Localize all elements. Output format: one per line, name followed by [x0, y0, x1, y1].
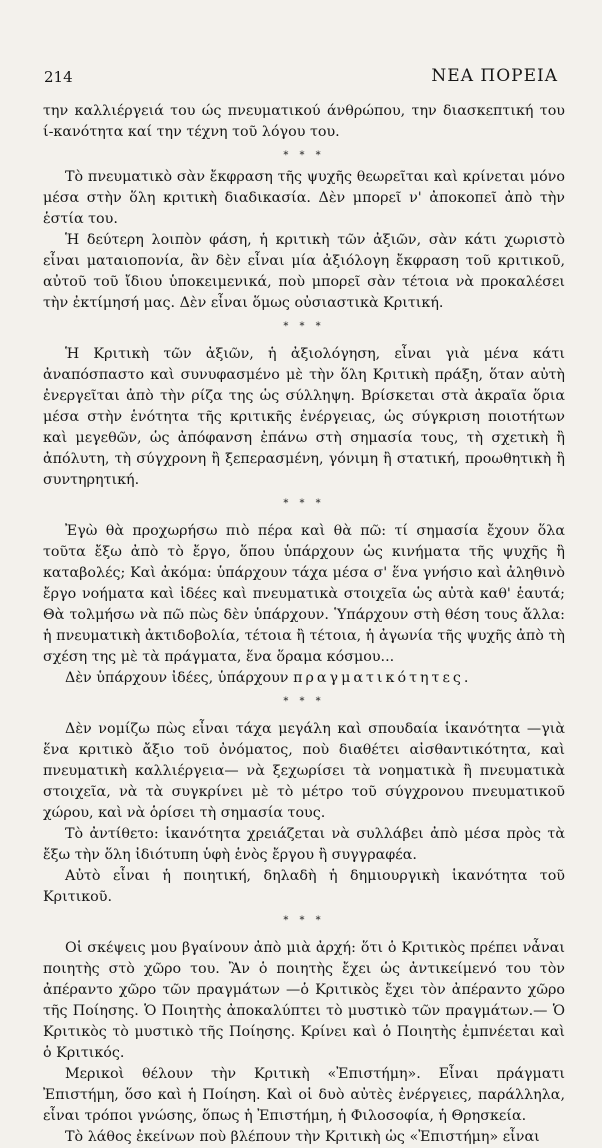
paragraph: την καλλιέργειά του ώς πνευματικού άνθρώπου, την διασκεπτική του ί-κανότητα καί την τέχνη τοῦ λόγου του. — [43, 103, 565, 140]
paragraph: Δὲν νομίζω πὼς εἶναι τάχα μεγάλη καὶ σπουδαία ἱκανότητα —γιὰ ἕνα κριτικὸ ἄξιο τοῦ ὀνόματος, ποὺ διαθέτει αἰσθαντικότητα, καὶ πνευματικὴ καλλιέργεια— νὰ ξεχωρίσει τὰ νοηματικὰ ἢ πνευματικὰ στοιχεῖα, νὰ τὰ συγκρίνει μὲ τὸ μέτρο τοῦ σύγχρονου πνευματικοῦ χώρου, καὶ νὰ ὁρίσει τὴ σημασία τους. — [43, 721, 565, 821]
page-number: 214 — [44, 68, 73, 86]
paragraph: Οἱ σκέψεις μου βγαίνουν ἀπὸ μιὰ ἀρχή: ὅτι ὁ Κριτικὸς πρέπει νἆναι ποιητὴς στὸ χῶρο του. Ἂν ὁ ποιητὴς ἔχει ὡς ἀντικείμενό του τὸν ἀπέραντο χῶρο τῶν πραγμάτων —ὁ Κριτικὸς ἔχει τὸν ἀπέραντο χῶρο τῆς Ποίησης. Ὁ Ποιητὴς ἀποκαλύπτει τὸ μυστικὸ τῶν πραγμάτων.— Ὁ Κριτικὸς τὸ μυστικὸ τῆς Ποίησης. Κρίνει καὶ ὁ Ποιητὴς ἐμπνέεται καὶ ὁ Κριτικός. — [43, 940, 565, 1061]
paragraph-text: Δὲν ὑπάρχουν ἰδέες, ὑπάρχουν — [65, 670, 289, 686]
paragraph — [43, 668, 565, 689]
emphasized-word: πραγματικότητες. — [293, 670, 472, 686]
paragraph: Ἡ δεύτερη λοιπὸν φάση, ἡ κριτικὴ τῶν ἀξιῶν, σὰν κάτι χωριστὸ εἶναι ματαιοπονία, ἂν δὲν εἶναι μία ἀξιόλογη ἔκφραση τοῦ κριτικοῦ, αὐτοῦ τοῦ ἴδιου ὑποκειμενικά, ποὺ μπορεῖ σὰν τέτοια νὰ προκαλέσει τὴν ἐκτίμησή μας. Δὲν εἶναι ὅμως οὐσιαστικὰ Κριτική. — [43, 232, 565, 311]
page-body — [43, 101, 565, 1148]
paragraph: Τὸ ἀντίθετο: ἱκανότητα χρειάζεται νὰ συλλάβει ἀπὸ μέσα πρὸς τὰ ἔξω τὴν ὅλη ἰδιότυπη ὑφὴ ἑνὸς ἔργου ἢ συγγραφέα. — [43, 826, 565, 863]
section-separator: * * * — [283, 915, 325, 926]
paragraph: Μερικοὶ θέλουν τὴν Κριτικὴ «Ἐπιστήμη». Εἶναι πράγματι Ἐπιστήμη, ὅσο καὶ ἡ Ποίηση. Καὶ οἱ δυὸ αὐτὲς ἐνέργειες, παράλληλα, εἶναι τρόποι γνώσης, ὅπως ἡ Ἐπιστήμη, ἡ Φιλοσοφία, ἡ Θρησκεία. — [43, 1066, 565, 1124]
page-header — [44, 68, 558, 88]
paragraph: Ἡ Κριτικὴ τῶν ἀξιῶν, ἡ ἀξιολόγηση, εἶναι γιὰ μένα κάτι ἀναπόσπαστο καὶ συνυφασμένο μὲ τὴν ὅλη Κριτικὴ πράξη, ὅταν αὐτὴ ἐνεργεῖται ἀπὸ τὴν ρίζα της ὡς σύλληψη. Βρίσκεται στὰ ἀκραῖα ὅρια μέσα στὴν ἑνότητα τῆς κριτικῆς ἐνέργειας, ὡς σύγκριση ποιοτήτων καὶ μεγεθῶν, ὡς ἀπόφανση ἐπάνω στὴ σημασία τους, τὴ σχετικὴ ἢ ἀπόλυτη, τὴ σύγχρονη ἢ ξεπερασμένη, γόνιμη ἢ στατική, προωθητικὴ ἢ συντηρητική. — [43, 346, 565, 488]
paragraph: Τὸ λάθος ἐκείνων ποὺ βλέπουν τὴν Κριτικὴ ὡς «Ἐπιστήμη» εἶναι — [65, 1129, 540, 1145]
section-separator: * * * — [283, 498, 325, 509]
paragraph: Τὸ πνευματικὸ σὰν ἔκφραση τῆς ψυχῆς θεωρεῖται καὶ κρίνεται μόνο μέσα στὴν ὅλη κριτικὴ διαδικασία. Δὲν μπορεῖ ν' ἀποκοπεῖ ἀπὸ τὴν ἑστία του. — [43, 169, 565, 227]
paragraph: Αὐτὸ εἶναι ἡ ποιητική, δηλαδὴ ἡ δημιουργικὴ ἱκανότητα τοῦ Κριτικοῦ. — [43, 868, 565, 905]
section-separator: * * * — [283, 696, 325, 707]
section-separator: * * * — [283, 150, 325, 161]
section-separator: * * * — [283, 321, 325, 332]
paragraph: Ἐγὼ θὰ προχωρήσω πιὸ πέρα καὶ θὰ πῶ: τί σημασία ἔχουν ὅλα τοῦτα ἔξω ἀπὸ τὸ ἔργο, ὅπου ὑπάρχουν ὡς κινήματα τῆς ψυχῆς ἢ καταβολές; Καὶ ἀκόμα: ὑπάρχουν τάχα μέσα σ' ἕνα γνήσιο καὶ ἀληθινὸ ἔργο νοήματα καὶ ἰδέες καὶ πνευματικὰ στοιχεῖα ὡς αὐτὰ καθ' ἑαυτά; Θὰ τολμήσω νὰ πῶ πὼς δὲν ὑπάρχουν. Ὑπάρχουν στὴ θέση τους ἄλλα: ἡ πνευματικὴ ἀκτιδοβολία, τέτοια ἢ τέτοια, ἡ ἀγωνία τῆς ψυχῆς ἀπὸ τὴ σχέση της μὲ τὰ πράγματα, ἕνα ὅραμα κόσμου... — [43, 523, 565, 665]
journal-title: ΝΕΑ ΠΟΡΕΙΑ — [431, 66, 558, 86]
